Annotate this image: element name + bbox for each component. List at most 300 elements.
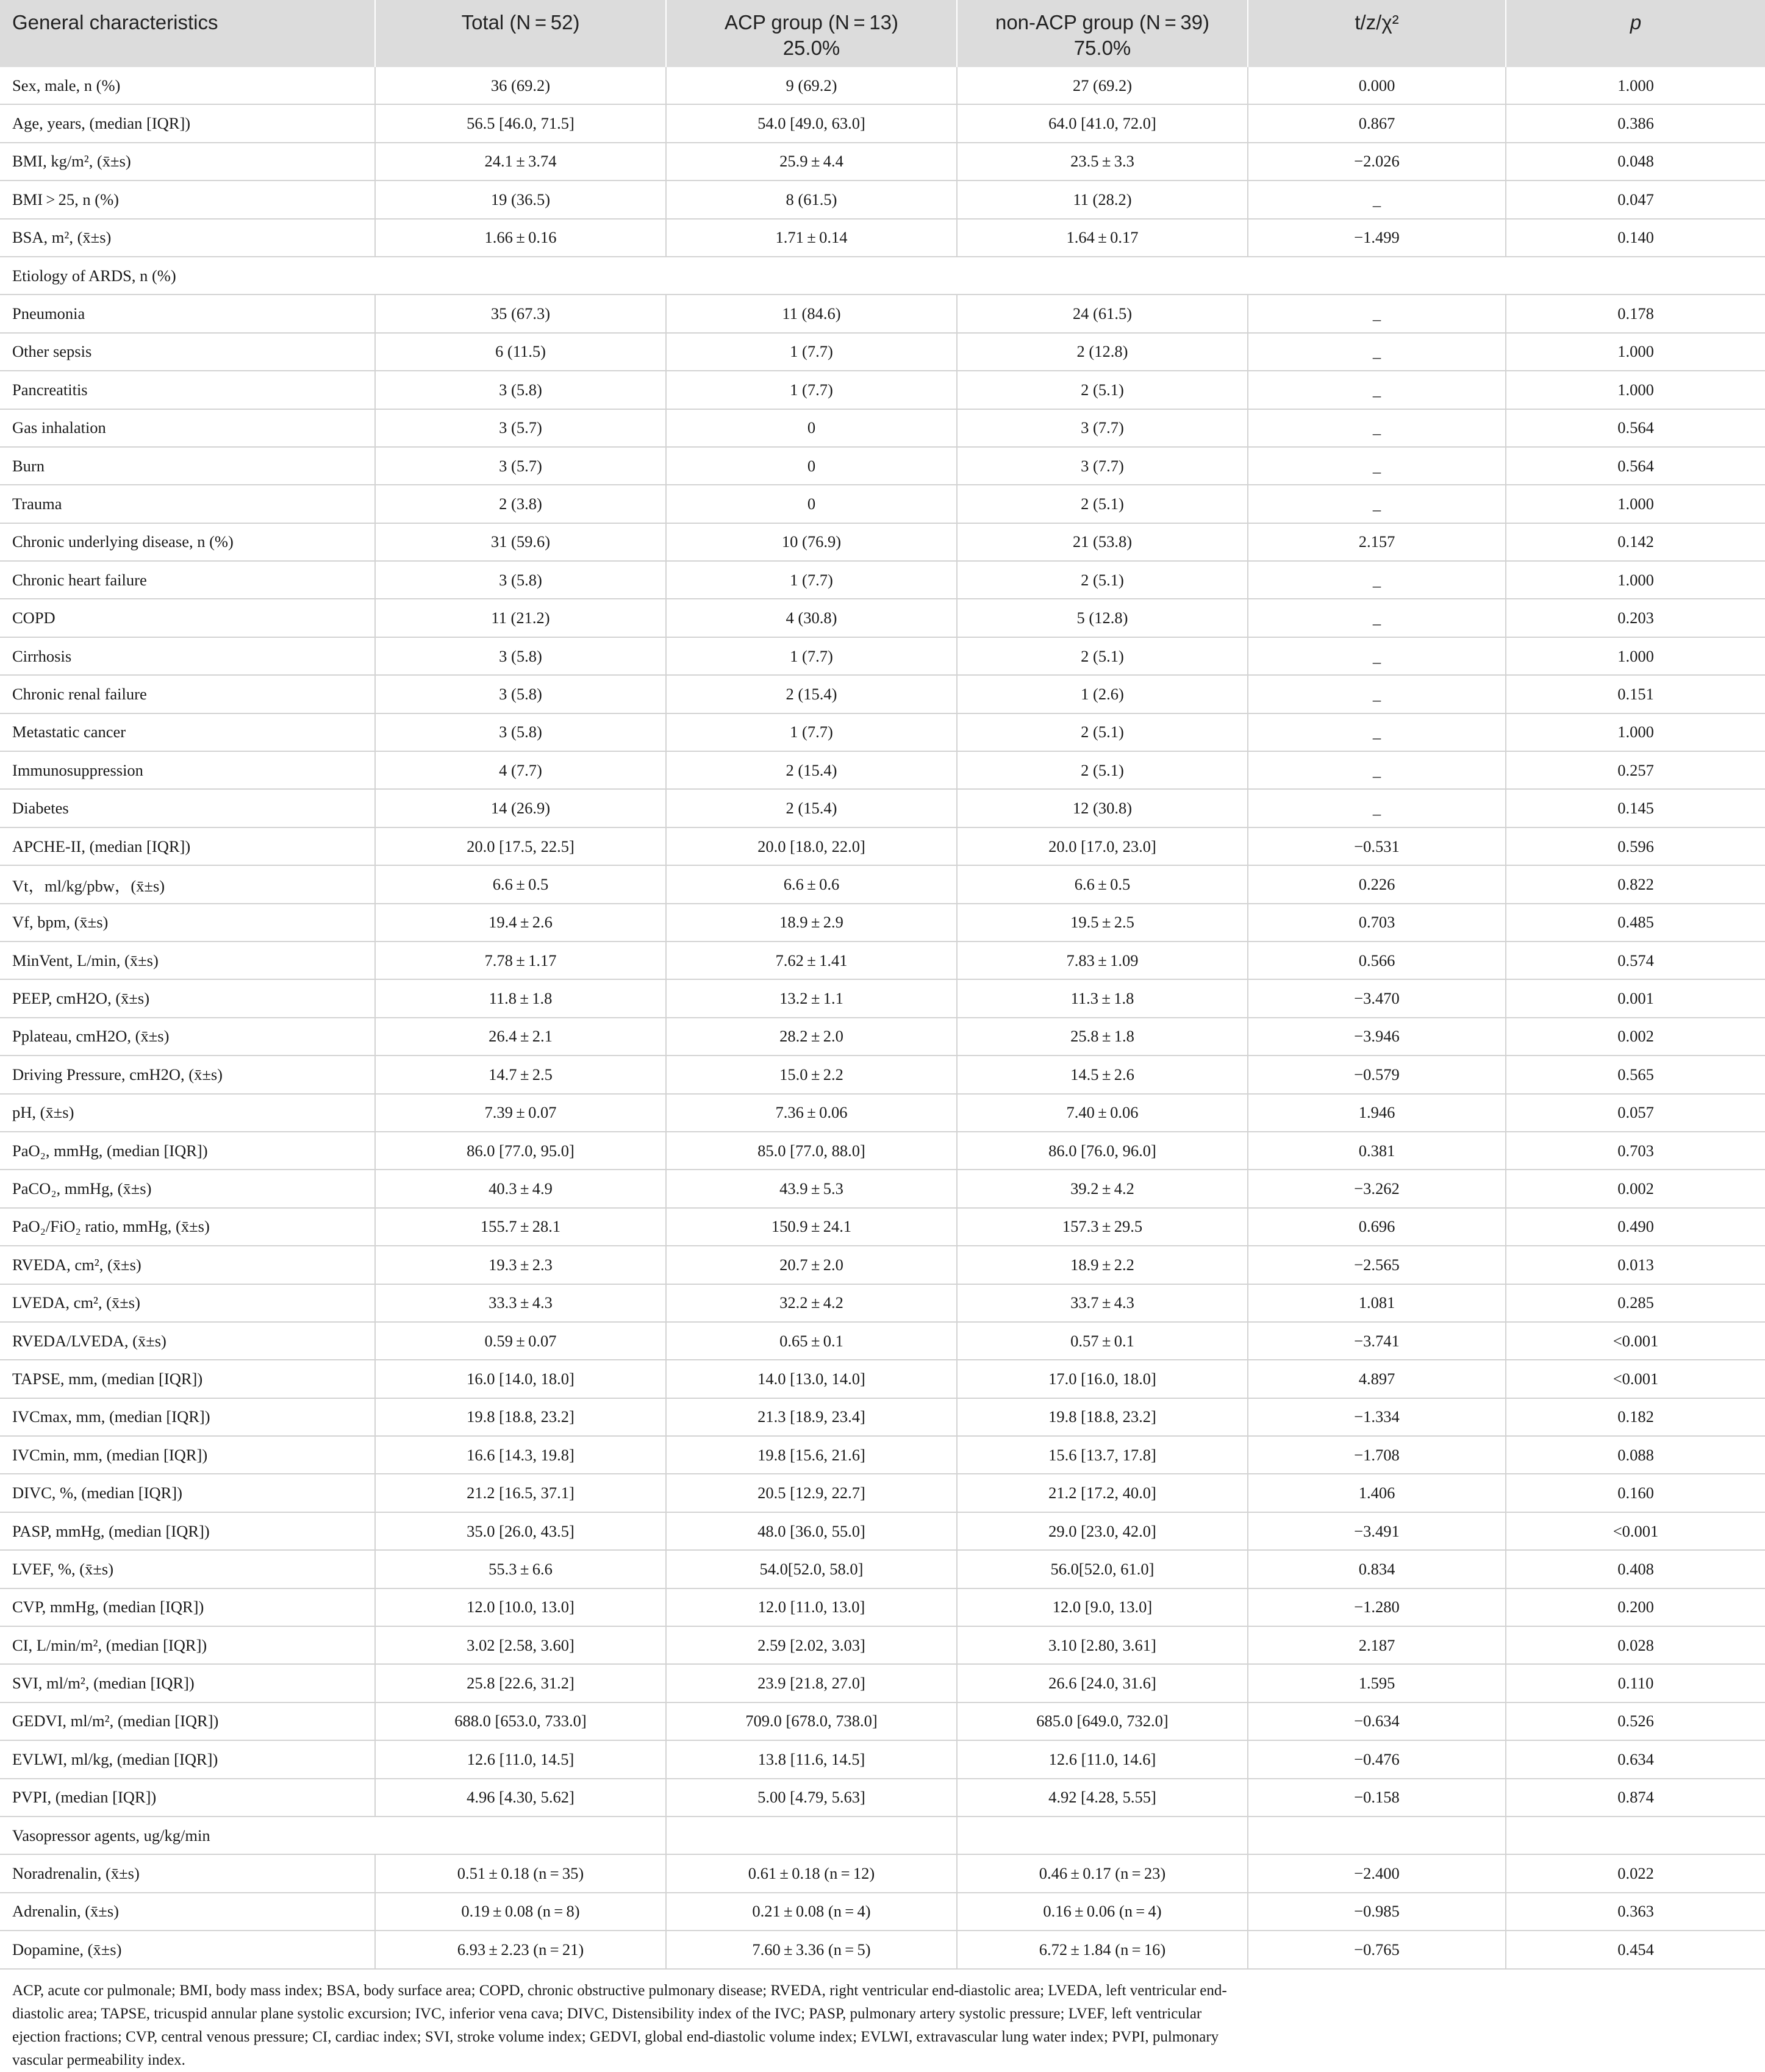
table-row (0, 1931, 1765, 1968)
non-acp-value: 14.5 ± 2.6 (957, 1056, 1248, 1093)
total-value: 86.0 [77.0, 95.0] (375, 1132, 666, 1170)
total-value: 688.0 [653.0, 733.0] (375, 1702, 666, 1740)
row-label: Cirrhosis (0, 637, 375, 675)
row-label: IVCmax, mm, (median [IQR]) (0, 1398, 375, 1436)
acp-value: 5.00 [4.79, 5.63] (666, 1779, 957, 1817)
test-statistic: _ (1248, 485, 1506, 523)
header-total: Total (N = 52) (375, 0, 666, 67)
row-label: Dopamine, (x̄±s) (0, 1931, 375, 1968)
total-value: 31 (59.6) (375, 523, 666, 561)
total-value: 56.5 [46.0, 71.5] (375, 104, 666, 142)
row-label: Metastatic cancer (0, 713, 375, 751)
table-row (0, 1208, 1765, 1246)
acp-value: 14.0 [13.0, 14.0] (666, 1360, 957, 1398)
acp-value: 150.9 ± 24.1 (666, 1208, 957, 1246)
row-label: Pancreatitis (0, 371, 375, 409)
header-p-value: p (1506, 0, 1765, 67)
total-value: 21.2 [16.5, 37.1] (375, 1474, 666, 1512)
table-row (0, 941, 1765, 979)
row-label: Diabetes (0, 789, 375, 827)
test-statistic: −0.634 (1248, 1702, 1506, 1740)
acp-value: 7.60 ± 3.36 (n = 5) (666, 1931, 957, 1968)
table-row (0, 1056, 1765, 1093)
test-statistic: 1.595 (1248, 1664, 1506, 1702)
p-value: 0.160 (1506, 1474, 1765, 1512)
non-acp-value: 0.46 ± 0.17 (n = 23) (957, 1854, 1248, 1892)
acp-value: 0 (666, 485, 957, 523)
acp-value: 21.3 [18.9, 23.4] (666, 1398, 957, 1436)
p-value: 0.022 (1506, 1854, 1765, 1892)
test-statistic: −0.579 (1248, 1056, 1506, 1093)
row-label: PVPI, (median [IQR]) (0, 1779, 375, 1817)
table-row (0, 1626, 1765, 1664)
p-value: 0.047 (1506, 180, 1765, 218)
table-row (0, 333, 1765, 371)
row-label: PaO₂, mmHg, (median [IQR]) (0, 1132, 375, 1170)
table-row (0, 1854, 1765, 1892)
non-acp-value (957, 257, 1248, 295)
acp-value: 54.0[52.0, 58.0] (666, 1550, 957, 1588)
p-value: 0.151 (1506, 675, 1765, 713)
total-value: 24.1 ± 3.74 (375, 143, 666, 180)
test-statistic: 0.696 (1248, 1208, 1506, 1246)
total-value: 55.3 ± 6.6 (375, 1550, 666, 1588)
test-statistic: −3.262 (1248, 1170, 1506, 1207)
test-statistic: 0.566 (1248, 941, 1506, 979)
non-acp-value: 12.0 [9.0, 13.0] (957, 1588, 1248, 1626)
non-acp-value: 2 (5.1) (957, 485, 1248, 523)
p-value: 0.142 (1506, 523, 1765, 561)
test-statistic: _ (1248, 561, 1506, 599)
non-acp-value: 21.2 [17.2, 40.0] (957, 1474, 1248, 1512)
test-statistic: −3.491 (1248, 1512, 1506, 1550)
total-value: 0.51 ± 0.18 (n = 35) (375, 1854, 666, 1892)
row-label: BSA, m², (x̄±s) (0, 219, 375, 257)
test-statistic: −0.158 (1248, 1779, 1506, 1817)
total-value: 26.4 ± 2.1 (375, 1018, 666, 1056)
table-row (0, 1474, 1765, 1512)
total-value: 4 (7.7) (375, 751, 666, 789)
row-label: TAPSE, mm, (median [IQR]) (0, 1360, 375, 1398)
p-value: 0.285 (1506, 1284, 1765, 1322)
p-value: 1.000 (1506, 637, 1765, 675)
table-row (0, 675, 1765, 713)
p-value: 0.088 (1506, 1436, 1765, 1474)
total-value: 25.8 [22.6, 31.2] (375, 1664, 666, 1702)
table-row (0, 599, 1765, 637)
total-value: 3 (5.7) (375, 447, 666, 485)
p-value: 0.013 (1506, 1246, 1765, 1284)
test-statistic: 0.000 (1248, 67, 1506, 104)
table-row (0, 371, 1765, 409)
test-statistic: 4.897 (1248, 1360, 1506, 1398)
non-acp-value: 4.92 [4.28, 5.55] (957, 1779, 1248, 1817)
test-statistic: _ (1248, 599, 1506, 637)
header-acp-percent: 25.0% (782, 37, 840, 59)
total-value: 155.7 ± 28.1 (375, 1208, 666, 1246)
test-statistic: 0.703 (1248, 904, 1506, 941)
p-value (1506, 1817, 1765, 1854)
total-value: 35.0 [26.0, 43.5] (375, 1512, 666, 1550)
p-value: 0.564 (1506, 409, 1765, 447)
total-value: 3 (5.8) (375, 371, 666, 409)
non-acp-value: 25.8 ± 1.8 (957, 1018, 1248, 1056)
row-label: CI, L/min/m², (median [IQR]) (0, 1626, 375, 1664)
table-row (0, 219, 1765, 257)
acp-value: 18.9 ± 2.9 (666, 904, 957, 941)
p-value: 0.822 (1506, 865, 1765, 903)
p-value: 0.454 (1506, 1931, 1765, 1968)
test-statistic: −1.280 (1248, 1588, 1506, 1626)
non-acp-value: 0.57 ± 0.1 (957, 1322, 1248, 1360)
row-label: LVEF, %, (x̄±s) (0, 1550, 375, 1588)
total-value: 3 (5.8) (375, 675, 666, 713)
row-label: Burn (0, 447, 375, 485)
header-row (0, 0, 1765, 67)
test-statistic: −1.334 (1248, 1398, 1506, 1436)
table-row (0, 1170, 1765, 1207)
total-value: 3 (5.8) (375, 637, 666, 675)
test-statistic: −0.476 (1248, 1740, 1506, 1778)
p-value: 0.002 (1506, 1018, 1765, 1056)
row-label: DIVC, %, (median [IQR]) (0, 1474, 375, 1512)
row-label: Chronic renal failure (0, 675, 375, 713)
acp-value: 9 (69.2) (666, 67, 957, 104)
row-label: Sex, male, n (%) (0, 67, 375, 104)
row-label: MinVent, L/min, (x̄±s) (0, 941, 375, 979)
acp-value: 1 (7.7) (666, 637, 957, 675)
table-row (0, 257, 1765, 295)
table-row (0, 789, 1765, 827)
non-acp-value: 5 (12.8) (957, 599, 1248, 637)
acp-value: 11 (84.6) (666, 295, 957, 332)
acp-value: 25.9 ± 4.4 (666, 143, 957, 180)
p-value: 0.526 (1506, 1702, 1765, 1740)
table-row (0, 143, 1765, 180)
acp-value: 709.0 [678.0, 738.0] (666, 1702, 957, 1740)
acp-value: 20.7 ± 2.0 (666, 1246, 957, 1284)
table-footnote: ACP, acute cor pulmonale; BMI, body mass index; BSA, body surface area; COPD, chronic obstructive pulmonary disease; RVEDA, right ventricular end-diastolic area; LVEDA, left ventricular end-diastolic area; TAPSE, tricuspid annular plane systolic excursion; IVC, inferior vena cava; DIVC, Distensibility index of the IVC; PASP, pulmonary artery systolic pressure; LVEF, left ventricular ejection fractions; CVP, central venous pressure; CI, cardiac index; SVI, stroke volume index; GEDVI, global end-diastolic volume index; EVLWI, extravascular lung water index; PVPI, pulmonary vascular permeability index. (12, 1982, 1227, 2068)
row-label: pH, (x̄±s) (0, 1094, 375, 1132)
non-acp-value: 6.72 ± 1.84 (n = 16) (957, 1931, 1248, 1968)
non-acp-value: 17.0 [16.0, 18.0] (957, 1360, 1248, 1398)
row-label: Driving Pressure, cmH2O, (x̄±s) (0, 1056, 375, 1093)
non-acp-value: 2 (5.1) (957, 561, 1248, 599)
total-value: 36 (69.2) (375, 67, 666, 104)
p-value: 0.363 (1506, 1893, 1765, 1931)
row-label: RVEDA/LVEDA, (x̄±s) (0, 1322, 375, 1360)
table-row (0, 979, 1765, 1017)
test-statistic: −2.400 (1248, 1854, 1506, 1892)
acp-value: 1 (7.7) (666, 713, 957, 751)
p-value: 0.002 (1506, 1170, 1765, 1207)
test-statistic (1248, 1817, 1506, 1854)
total-value: 16.0 [14.0, 18.0] (375, 1360, 666, 1398)
row-label: Chronic heart failure (0, 561, 375, 599)
acp-value: 23.9 [21.8, 27.0] (666, 1664, 957, 1702)
total-value: 3 (5.8) (375, 713, 666, 751)
test-statistic: _ (1248, 295, 1506, 332)
row-label: EVLWI, ml/kg, (median [IQR]) (0, 1740, 375, 1778)
row-label: COPD (0, 599, 375, 637)
header-test-statistic: t/z/χ² (1248, 0, 1506, 67)
non-acp-value: 64.0 [41.0, 72.0] (957, 104, 1248, 142)
p-value: 1.000 (1506, 371, 1765, 409)
table-row (0, 1817, 1765, 1854)
total-value (375, 1817, 666, 1854)
acp-value: 43.9 ± 5.3 (666, 1170, 957, 1207)
row-label: PASP, mmHg, (median [IQR]) (0, 1512, 375, 1550)
table-row (0, 1436, 1765, 1474)
non-acp-value: 56.0[52.0, 61.0] (957, 1550, 1248, 1588)
total-value: 3 (5.7) (375, 409, 666, 447)
p-value: 0.703 (1506, 1132, 1765, 1170)
acp-value: 20.0 [18.0, 22.0] (666, 827, 957, 865)
non-acp-value: 2 (5.1) (957, 751, 1248, 789)
non-acp-value: 1.64 ± 0.17 (957, 219, 1248, 257)
row-label: Pplateau, cmH2O, (x̄±s) (0, 1018, 375, 1056)
non-acp-value: 157.3 ± 29.5 (957, 1208, 1248, 1246)
acp-value (666, 257, 957, 295)
non-acp-value: 7.83 ± 1.09 (957, 941, 1248, 979)
non-acp-value: 3 (7.7) (957, 447, 1248, 485)
acp-value (666, 1817, 957, 1854)
acp-value: 4 (30.8) (666, 599, 957, 637)
acp-value: 15.0 ± 2.2 (666, 1056, 957, 1093)
total-value: 11.8 ± 1.8 (375, 979, 666, 1017)
total-value: 1.66 ± 0.16 (375, 219, 666, 257)
header-acp-group: ACP group (N = 13) 25.0% (666, 0, 957, 67)
non-acp-value: 19.8 [18.8, 23.2] (957, 1398, 1248, 1436)
table-row (0, 1550, 1765, 1588)
total-value: 6.93 ± 2.23 (n = 21) (375, 1931, 666, 1968)
acp-value: 10 (76.9) (666, 523, 957, 561)
row-label: CVP, mmHg, (median [IQR]) (0, 1588, 375, 1626)
row-label: Trauma (0, 485, 375, 523)
acp-value: 7.62 ± 1.41 (666, 941, 957, 979)
table-row (0, 447, 1765, 485)
test-statistic: −3.946 (1248, 1018, 1506, 1056)
p-value: 0.574 (1506, 941, 1765, 979)
non-acp-value: 12.6 [11.0, 14.6] (957, 1740, 1248, 1778)
non-acp-value: 11.3 ± 1.8 (957, 979, 1248, 1017)
acp-value: 0.21 ± 0.08 (n = 4) (666, 1893, 957, 1931)
acp-value: 1 (7.7) (666, 371, 957, 409)
row-label: PaO₂/FiO₂ ratio, mmHg, (x̄±s) (0, 1208, 375, 1246)
test-statistic: _ (1248, 371, 1506, 409)
non-acp-value: 685.0 [649.0, 732.0] (957, 1702, 1248, 1740)
test-statistic: _ (1248, 637, 1506, 675)
total-value: 12.0 [10.0, 13.0] (375, 1588, 666, 1626)
table-row (0, 865, 1765, 903)
total-value: 4.96 [4.30, 5.62] (375, 1779, 666, 1817)
test-statistic: 0.867 (1248, 104, 1506, 142)
row-label: RVEDA, cm², (x̄±s) (0, 1246, 375, 1284)
acp-value: 2 (15.4) (666, 789, 957, 827)
total-value: 0.59 ± 0.07 (375, 1322, 666, 1360)
acp-value: 1 (7.7) (666, 333, 957, 371)
p-value: <0.001 (1506, 1360, 1765, 1398)
acp-value: 0 (666, 447, 957, 485)
test-statistic: −0.985 (1248, 1893, 1506, 1931)
non-acp-value: 29.0 [23.0, 42.0] (957, 1512, 1248, 1550)
p-value: 0.057 (1506, 1094, 1765, 1132)
acp-value: 2 (15.4) (666, 751, 957, 789)
p-value: 1.000 (1506, 333, 1765, 371)
acp-value: 2.59 [2.02, 3.03] (666, 1626, 957, 1664)
table-row (0, 409, 1765, 447)
table-row (0, 1512, 1765, 1550)
table-row (0, 1702, 1765, 1740)
test-statistic: 2.187 (1248, 1626, 1506, 1664)
acp-value: 0.61 ± 0.18 (n = 12) (666, 1854, 957, 1892)
total-value: 19 (36.5) (375, 180, 666, 218)
total-value: 14 (26.9) (375, 789, 666, 827)
table-row (0, 561, 1765, 599)
table-row (0, 1246, 1765, 1284)
p-value: 0.596 (1506, 827, 1765, 865)
test-statistic: _ (1248, 751, 1506, 789)
total-value: 20.0 [17.5, 22.5] (375, 827, 666, 865)
non-acp-value: 21 (53.8) (957, 523, 1248, 561)
total-value: 11 (21.2) (375, 599, 666, 637)
row-label: SVI, ml/m², (median [IQR]) (0, 1664, 375, 1702)
test-statistic: −2.026 (1248, 143, 1506, 180)
total-value: 19.3 ± 2.3 (375, 1246, 666, 1284)
row-label: BMI > 25, n (%) (0, 180, 375, 218)
p-value: 0.182 (1506, 1398, 1765, 1436)
table-row (0, 1398, 1765, 1436)
row-label: Immunosuppression (0, 751, 375, 789)
table-row (0, 827, 1765, 865)
test-statistic: _ (1248, 789, 1506, 827)
test-statistic: _ (1248, 409, 1506, 447)
non-acp-value: 24 (61.5) (957, 295, 1248, 332)
table-row (0, 1893, 1765, 1931)
total-value: 2 (3.8) (375, 485, 666, 523)
row-label: BMI, kg/m², (x̄±s) (0, 143, 375, 180)
acp-value: 8 (61.5) (666, 180, 957, 218)
test-statistic: −3.470 (1248, 979, 1506, 1017)
p-value: 0.564 (1506, 447, 1765, 485)
total-value: 6 (11.5) (375, 333, 666, 371)
test-statistic: −2.565 (1248, 1246, 1506, 1284)
table-row (0, 485, 1765, 523)
p-value: 1.000 (1506, 561, 1765, 599)
p-value: 1.000 (1506, 485, 1765, 523)
row-label: Adrenalin, (x̄±s) (0, 1893, 375, 1931)
p-value: 0.386 (1506, 104, 1765, 142)
table-row (0, 713, 1765, 751)
p-value: 1.000 (1506, 67, 1765, 104)
acp-value: 6.6 ± 0.6 (666, 865, 957, 903)
acp-value: 1.71 ± 0.14 (666, 219, 957, 257)
table-row (0, 180, 1765, 218)
total-value: 6.6 ± 0.5 (375, 865, 666, 903)
row-label: Other sepsis (0, 333, 375, 371)
test-statistic: −0.531 (1248, 827, 1506, 865)
row-label: PaCO₂, mmHg, (x̄±s) (0, 1170, 375, 1207)
total-value: 16.6 [14.3, 19.8] (375, 1436, 666, 1474)
total-value: 19.8 [18.8, 23.2] (375, 1398, 666, 1436)
table-row (0, 1094, 1765, 1132)
total-value: 14.7 ± 2.5 (375, 1056, 666, 1093)
table-row (0, 904, 1765, 941)
p-value: 0.634 (1506, 1740, 1765, 1778)
non-acp-value: 1 (2.6) (957, 675, 1248, 713)
acp-value: 20.5 [12.9, 22.7] (666, 1474, 957, 1512)
test-statistic: −1.708 (1248, 1436, 1506, 1474)
non-acp-value: 2 (5.1) (957, 637, 1248, 675)
acp-value: 2 (15.4) (666, 675, 957, 713)
non-acp-value: 18.9 ± 2.2 (957, 1246, 1248, 1284)
test-statistic: 0.834 (1248, 1550, 1506, 1588)
p-value: 0.203 (1506, 599, 1765, 637)
non-acp-value: 26.6 [24.0, 31.6] (957, 1664, 1248, 1702)
total-value: 35 (67.3) (375, 295, 666, 332)
table-row (0, 1018, 1765, 1056)
p-value: 0.485 (1506, 904, 1765, 941)
table-body (0, 67, 1765, 1969)
test-statistic: −0.765 (1248, 1931, 1506, 1968)
non-acp-value: 11 (28.2) (957, 180, 1248, 218)
table-row (0, 523, 1765, 561)
acp-value: 13.2 ± 1.1 (666, 979, 957, 1017)
acp-value: 19.8 [15.6, 21.6] (666, 1436, 957, 1474)
non-acp-value: 12 (30.8) (957, 789, 1248, 827)
p-value: 0.145 (1506, 789, 1765, 827)
p-value: 0.140 (1506, 219, 1765, 257)
non-acp-value: 2 (5.1) (957, 371, 1248, 409)
non-acp-value: 27 (69.2) (957, 67, 1248, 104)
row-label: Pneumonia (0, 295, 375, 332)
acp-value: 28.2 ± 2.0 (666, 1018, 957, 1056)
total-value: 3.02 [2.58, 3.60] (375, 1626, 666, 1664)
table-row (0, 295, 1765, 332)
p-value: 0.874 (1506, 1779, 1765, 1817)
test-statistic: _ (1248, 180, 1506, 218)
row-label: Age, years, (median [IQR]) (0, 104, 375, 142)
non-acp-value: 23.5 ± 3.3 (957, 143, 1248, 180)
test-statistic: 0.226 (1248, 865, 1506, 903)
total-value: 40.3 ± 4.9 (375, 1170, 666, 1207)
acp-value: 1 (7.7) (666, 561, 957, 599)
p-value: 0.110 (1506, 1664, 1765, 1702)
p-value: <0.001 (1506, 1322, 1765, 1360)
test-statistic: −1.499 (1248, 219, 1506, 257)
p-value: 0.490 (1506, 1208, 1765, 1246)
table-row (0, 751, 1765, 789)
test-statistic (1248, 257, 1506, 295)
test-statistic: 0.381 (1248, 1132, 1506, 1170)
header-non-acp-percent: 75.0% (1073, 37, 1131, 59)
table-row (0, 1322, 1765, 1360)
table-row (0, 1664, 1765, 1702)
total-value: 7.78 ± 1.17 (375, 941, 666, 979)
p-value: 0.001 (1506, 979, 1765, 1017)
p-value: 0.408 (1506, 1550, 1765, 1588)
non-acp-value (957, 1817, 1248, 1854)
non-acp-value: 15.6 [13.7, 17.8] (957, 1436, 1248, 1474)
row-label: GEDVI, ml/m², (median [IQR]) (0, 1702, 375, 1740)
test-statistic: _ (1248, 675, 1506, 713)
table-row (0, 1740, 1765, 1778)
test-statistic: 1.406 (1248, 1474, 1506, 1512)
non-acp-value: 0.16 ± 0.06 (n = 4) (957, 1893, 1248, 1931)
table-row (0, 1360, 1765, 1398)
p-value: 0.178 (1506, 295, 1765, 332)
p-value: 0.028 (1506, 1626, 1765, 1664)
